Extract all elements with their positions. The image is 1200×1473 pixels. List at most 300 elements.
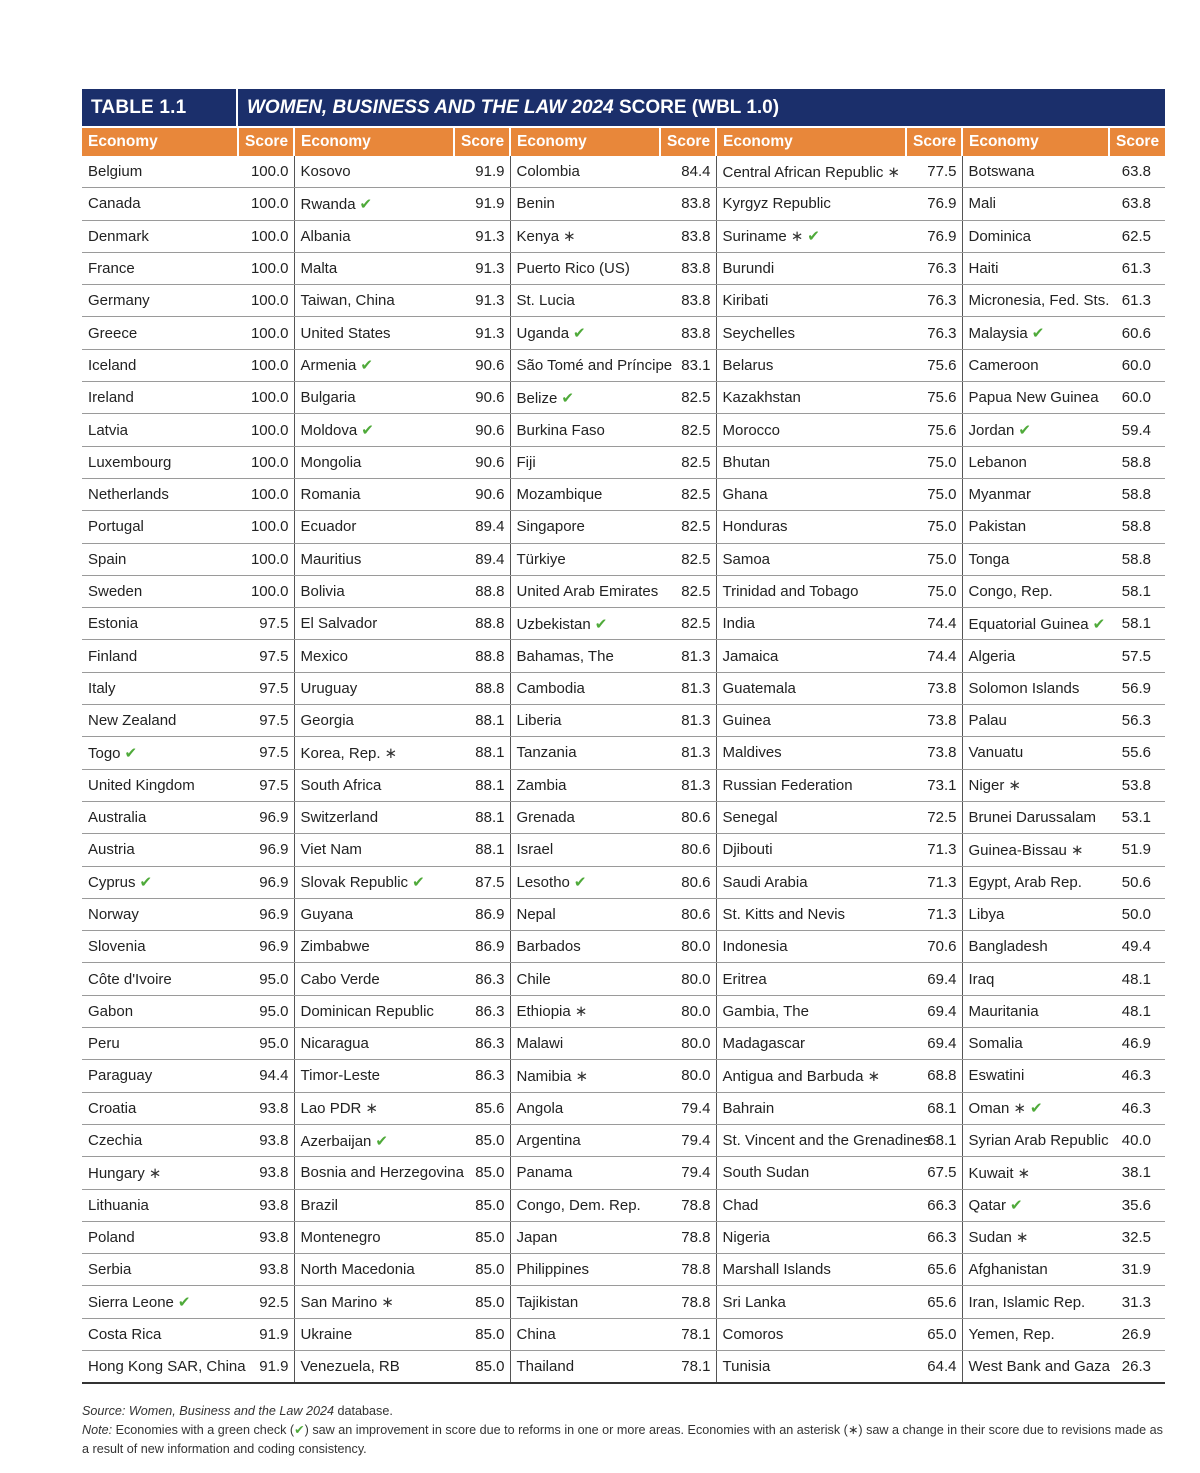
- score-cell: 91.9: [454, 156, 510, 188]
- notes: [82, 1402, 1172, 1459]
- economy-cell: [962, 1092, 1109, 1124]
- economy-name: Mongolia: [300, 453, 362, 471]
- economy-cell: [962, 252, 1109, 284]
- score-cell: 100.0: [238, 478, 294, 510]
- economy-name: Austria: [88, 841, 135, 859]
- economy-cell: [962, 834, 1109, 866]
- economy-cell: [962, 349, 1109, 381]
- economy-cell: [510, 575, 660, 607]
- economy-cell: [510, 1189, 660, 1221]
- economy-name: Morocco: [722, 421, 781, 439]
- economy-cell: [716, 1286, 906, 1318]
- score-cell: 86.3: [454, 1028, 510, 1060]
- score-cell: 78.1: [660, 1350, 716, 1383]
- table-body: [82, 156, 1165, 1383]
- economy-cell: [962, 1286, 1109, 1318]
- economy-cell: [294, 285, 454, 317]
- economy-name: Mozambique: [516, 486, 603, 504]
- economy-cell: [82, 543, 238, 575]
- economy-cell: [510, 608, 660, 640]
- economy-name: Greece: [88, 324, 138, 342]
- economy-cell: [716, 1254, 906, 1286]
- economy-cell: [962, 801, 1109, 833]
- economy-name: Brunei Darussalam: [968, 809, 1097, 827]
- economy-cell: [294, 382, 454, 414]
- score-cell: 32.5: [1109, 1221, 1165, 1253]
- economy-name: Benin: [516, 195, 555, 213]
- economy-name: Equatorial Guinea: [968, 615, 1089, 633]
- economy-name: New Zealand: [88, 712, 177, 730]
- score-cell: 85.6: [454, 1092, 510, 1124]
- asterisk-icon: ∗: [148, 1164, 162, 1182]
- economy-cell: [716, 769, 906, 801]
- table-row: [82, 801, 1165, 833]
- economy-cell: [510, 349, 673, 381]
- score-cell: 100.0: [238, 414, 294, 446]
- table-row: [82, 1157, 1165, 1189]
- economy-cell: [82, 285, 238, 317]
- economy-name: Dominican Republic: [300, 1002, 434, 1020]
- table-row: [82, 220, 1165, 252]
- economy-name: Grenada: [516, 809, 575, 827]
- note-text-b: ) saw an improvement in score due to reforms in one or more areas. Economies with an asterisk (: [304, 1423, 848, 1437]
- economy-cell: [962, 640, 1109, 672]
- economy-name: South Africa: [300, 776, 382, 794]
- score-cell: 100.0: [238, 382, 294, 414]
- economy-cell: [510, 1092, 660, 1124]
- economy-cell: [294, 1286, 454, 1318]
- table-row: [82, 1124, 1165, 1156]
- score-cell: 91.3: [454, 317, 510, 349]
- score-cell: 46.9: [1109, 1028, 1165, 1060]
- economy-cell: [716, 220, 906, 252]
- economy-name: Eritrea: [722, 970, 767, 988]
- economy-name: Spain: [88, 550, 127, 568]
- score-cell: 93.8: [238, 1189, 294, 1221]
- table-row: [82, 1092, 1165, 1124]
- score-cell: 97.5: [238, 608, 294, 640]
- economy-name: Belgium: [88, 163, 143, 181]
- economy-name: Belarus: [722, 356, 774, 374]
- score-cell: 38.1: [1109, 1157, 1165, 1189]
- economy-cell: [82, 995, 238, 1027]
- economy-name: Côte d'Ivoire: [88, 970, 172, 988]
- score-cell: 60.6: [1109, 317, 1165, 349]
- economy-cell: [510, 1350, 660, 1383]
- score-cell: 81.3: [660, 769, 716, 801]
- check-icon: ✔: [1018, 422, 1031, 440]
- economy-cell: [962, 931, 1109, 963]
- economy-cell: [82, 866, 238, 898]
- score-cell: 58.1: [1109, 608, 1165, 640]
- asterisk-icon: ∗: [1070, 841, 1084, 859]
- score-cell: 75.0: [906, 478, 962, 510]
- economy-name: Puerto Rico (US): [516, 260, 630, 278]
- header-score: Score: [906, 128, 962, 156]
- economy-cell: [82, 220, 238, 252]
- score-cell: 75.0: [906, 511, 962, 543]
- score-cell: 73.8: [906, 672, 962, 704]
- economy-name: Ukraine: [300, 1325, 353, 1343]
- economy-name: Timor-Leste: [300, 1067, 380, 1085]
- economy-name: Dominica: [968, 227, 1032, 245]
- economy-name: Seychelles: [722, 324, 796, 342]
- economy-cell: [962, 317, 1109, 349]
- economy-cell: [82, 640, 238, 672]
- score-cell: 96.9: [238, 898, 294, 930]
- score-cell: 69.4: [906, 963, 962, 995]
- economy-name: Senegal: [722, 809, 778, 827]
- score-cell: 78.8: [660, 1189, 716, 1221]
- economy-name: Montenegro: [300, 1228, 381, 1246]
- economy-cell: [82, 898, 238, 930]
- score-cell: 58.8: [1109, 446, 1165, 478]
- score-cell: 96.9: [238, 866, 294, 898]
- economy-name: Argentina: [516, 1132, 581, 1150]
- score-cell: 86.3: [454, 995, 510, 1027]
- score-cell: 49.4: [1109, 931, 1165, 963]
- check-icon: ✔: [573, 874, 587, 892]
- score-cell: 100.0: [238, 349, 294, 381]
- asterisk-icon: ∗: [1013, 1100, 1026, 1118]
- score-cell: 88.8: [454, 608, 510, 640]
- score-cell: 79.4: [660, 1157, 716, 1189]
- score-cell: 85.0: [454, 1124, 510, 1156]
- table-row: [82, 737, 1165, 769]
- economy-cell: [962, 478, 1109, 510]
- score-cell: 80.6: [660, 834, 716, 866]
- economy-cell: [82, 737, 238, 769]
- economy-name: Burundi: [722, 260, 775, 278]
- economy-name: Lithuania: [88, 1196, 149, 1214]
- economy-name: Finland: [88, 647, 138, 665]
- economy-name: Guinea-Bissau: [968, 841, 1067, 859]
- economy-name: Bosnia and Herzegovina: [300, 1164, 464, 1182]
- score-cell: 97.5: [238, 737, 294, 769]
- economy-name: Eswatini: [968, 1067, 1025, 1085]
- economy-cell: [82, 317, 238, 349]
- economy-cell: [962, 1060, 1109, 1092]
- economy-name: Israel: [516, 841, 554, 859]
- economy-name: Czechia: [88, 1132, 143, 1150]
- note-line: [82, 1421, 1172, 1459]
- table-row: [82, 575, 1165, 607]
- score-cell: 85.0: [454, 1318, 510, 1350]
- score-cell: 85.0: [454, 1254, 510, 1286]
- economy-name: Zambia: [516, 776, 567, 794]
- score-cell: 82.5: [660, 511, 716, 543]
- table-number: TABLE 1.1: [82, 89, 238, 126]
- economy-cell: [510, 1318, 660, 1350]
- economy-cell: [294, 640, 454, 672]
- table-row: [82, 349, 1165, 381]
- score-cell: 93.8: [238, 1157, 294, 1189]
- score-cell: 74.4: [906, 640, 962, 672]
- score-cell: 79.4: [660, 1124, 716, 1156]
- economy-cell: [510, 640, 660, 672]
- check-icon: ✔: [594, 615, 608, 633]
- economy-cell: [294, 1318, 454, 1350]
- economy-name: Iraq: [968, 970, 995, 988]
- economy-cell: [510, 963, 660, 995]
- economy-name: Armenia: [300, 357, 357, 375]
- score-cell: 81.3: [660, 737, 716, 769]
- score-cell: 88.8: [454, 640, 510, 672]
- score-cell: 96.9: [238, 931, 294, 963]
- economy-cell: [510, 382, 660, 414]
- asterisk-icon: ∗: [887, 163, 900, 181]
- economy-cell: [962, 866, 1109, 898]
- economy-cell: [962, 1028, 1109, 1060]
- score-cell: 58.8: [1109, 511, 1165, 543]
- economy-name: Guatemala: [722, 679, 796, 697]
- score-cell: 83.8: [660, 317, 716, 349]
- economy-cell: [716, 1157, 906, 1189]
- economy-name: Nigeria: [722, 1228, 771, 1246]
- source-line: [82, 1402, 1172, 1421]
- table-title-rest: SCORE (WBL 1.0): [613, 96, 780, 118]
- economy-name: Angola: [516, 1099, 564, 1117]
- economy-cell: [962, 414, 1109, 446]
- economy-cell: [82, 1318, 238, 1350]
- economy-name: Denmark: [88, 227, 149, 245]
- economy-name: Luxembourg: [88, 453, 172, 471]
- economy-name: North Macedonia: [300, 1261, 415, 1279]
- economy-cell: [962, 608, 1109, 640]
- economy-cell: [294, 543, 454, 575]
- table-row: [82, 543, 1165, 575]
- economy-cell: [716, 1350, 906, 1383]
- economy-name: Rwanda: [300, 195, 356, 213]
- table-row: [82, 672, 1165, 704]
- economy-name: Bangladesh: [968, 938, 1048, 956]
- economy-cell: [294, 349, 454, 381]
- score-table: [82, 128, 1165, 1384]
- economy-cell: [962, 1318, 1109, 1350]
- economy-name: Malta: [300, 260, 338, 278]
- economy-cell: [510, 866, 660, 898]
- economy-cell: [716, 1092, 906, 1124]
- score-cell: 91.3: [454, 220, 510, 252]
- economy-name: Liberia: [516, 712, 562, 730]
- score-cell: 91.3: [454, 285, 510, 317]
- asterisk-icon: ∗: [384, 744, 398, 762]
- economy-name: Belize: [516, 389, 558, 407]
- economy-cell: [82, 156, 238, 188]
- table-row: [82, 995, 1165, 1027]
- economy-cell: [294, 414, 454, 446]
- economy-name: Poland: [88, 1228, 135, 1246]
- note-text-a: Economies with a green check (: [112, 1423, 295, 1437]
- economy-name: Sierra Leone: [88, 1294, 174, 1312]
- economy-cell: [962, 737, 1109, 769]
- economy-name: Cameroon: [968, 356, 1039, 374]
- table-row: [82, 1028, 1165, 1060]
- economy-cell: [510, 414, 660, 446]
- note-text-c: ) saw a change in their score due to revisions made as a result of new information and coding consistency.: [82, 1423, 1163, 1456]
- economy-name: Haiti: [968, 260, 999, 278]
- table-row: [82, 156, 1165, 188]
- economy-cell: [716, 834, 906, 866]
- economy-cell: [716, 995, 906, 1027]
- score-cell: 85.0: [454, 1350, 510, 1383]
- economy-cell: [82, 511, 238, 543]
- score-cell: 89.4: [454, 543, 510, 575]
- economy-name: Albania: [300, 227, 351, 245]
- score-cell: 83.8: [660, 252, 716, 284]
- economy-cell: [962, 285, 1109, 317]
- score-cell: 96.9: [238, 834, 294, 866]
- score-cell: 96.9: [238, 801, 294, 833]
- economy-cell: [962, 995, 1109, 1027]
- economy-name: Mali: [968, 195, 997, 213]
- economy-cell: [510, 1221, 660, 1253]
- score-cell: 100.0: [238, 220, 294, 252]
- score-cell: 94.4: [238, 1060, 294, 1092]
- economy-name: Korea, Rep.: [300, 744, 381, 762]
- note-label: Note:: [82, 1423, 113, 1437]
- economy-cell: [716, 1221, 906, 1253]
- economy-name: Lesotho: [516, 874, 570, 892]
- economy-cell: [294, 478, 454, 510]
- economy-name: St. Kitts and Nevis: [722, 905, 846, 923]
- score-cell: 26.3: [1109, 1350, 1165, 1383]
- economy-name: Tunisia: [722, 1358, 771, 1376]
- check-icon: ✔: [359, 195, 373, 213]
- economy-cell: [294, 575, 454, 607]
- economy-name: Zimbabwe: [300, 938, 370, 956]
- score-cell: 76.9: [906, 188, 962, 220]
- economy-cell: [82, 1124, 238, 1156]
- economy-cell: [294, 834, 454, 866]
- score-cell: 56.3: [1109, 705, 1165, 737]
- score-cell: 95.0: [238, 995, 294, 1027]
- economy-name: Syrian Arab Republic: [968, 1132, 1109, 1150]
- economy-cell: [294, 737, 454, 769]
- score-cell: 83.8: [660, 285, 716, 317]
- economy-cell: [962, 898, 1109, 930]
- economy-cell: [510, 737, 660, 769]
- score-cell: 40.0: [1109, 1124, 1165, 1156]
- check-icon: ✔: [412, 874, 425, 892]
- table-row: [82, 317, 1165, 349]
- economy-name: Tajikistan: [516, 1293, 579, 1311]
- economy-cell: [716, 931, 906, 963]
- economy-cell: [962, 382, 1109, 414]
- economy-name: Congo, Rep.: [968, 583, 1053, 600]
- economy-cell: [716, 1124, 931, 1156]
- economy-name: Papua New Guinea: [968, 389, 1099, 407]
- economy-cell: [510, 995, 660, 1027]
- economy-name: Iceland: [88, 356, 137, 374]
- score-cell: 66.3: [906, 1189, 962, 1221]
- economy-cell: [962, 1350, 1109, 1383]
- score-cell: 90.6: [454, 446, 510, 478]
- check-icon: ✔: [177, 1294, 191, 1312]
- economy-name: Chad: [722, 1196, 759, 1214]
- economy-name: Bahrain: [722, 1099, 775, 1117]
- score-cell: 62.5: [1109, 220, 1165, 252]
- score-cell: 65.6: [906, 1286, 962, 1318]
- economy-cell: [294, 995, 454, 1027]
- score-cell: 90.6: [454, 382, 510, 414]
- economy-name: Mauritania: [968, 1002, 1039, 1020]
- economy-cell: [716, 543, 906, 575]
- table-row: [82, 1060, 1165, 1092]
- economy-name: Somalia: [968, 1035, 1023, 1053]
- economy-name: Indonesia: [722, 938, 788, 956]
- score-cell: 86.9: [454, 898, 510, 930]
- economy-cell: [294, 608, 454, 640]
- economy-name: Italy: [88, 679, 116, 697]
- economy-cell: [962, 511, 1109, 543]
- score-cell: 95.0: [238, 1028, 294, 1060]
- score-cell: 100.0: [238, 511, 294, 543]
- economy-name: Nepal: [516, 905, 556, 923]
- score-cell: 69.4: [906, 1028, 962, 1060]
- economy-cell: [82, 1092, 238, 1124]
- table-row: [82, 640, 1165, 672]
- economy-name: Myanmar: [968, 486, 1032, 504]
- economy-name: Slovak Republic: [300, 874, 409, 892]
- score-cell: 51.9: [1109, 834, 1165, 866]
- economy-name: Uganda: [516, 325, 570, 343]
- economy-name: Bulgaria: [300, 389, 356, 407]
- economy-cell: [294, 769, 454, 801]
- economy-name: Vanuatu: [968, 744, 1024, 762]
- score-cell: 58.8: [1109, 543, 1165, 575]
- header-economy: Economy: [962, 128, 1109, 156]
- economy-cell: [716, 1028, 906, 1060]
- score-cell: 55.6: [1109, 737, 1165, 769]
- economy-name: Chile: [516, 970, 551, 988]
- economy-cell: [510, 188, 660, 220]
- economy-cell: [294, 1060, 454, 1092]
- economy-cell: [510, 769, 660, 801]
- economy-cell: [294, 446, 454, 478]
- economy-name: Ecuador: [300, 518, 357, 536]
- score-cell: 82.5: [660, 382, 716, 414]
- economy-name: Djibouti: [722, 841, 773, 859]
- economy-name: Croatia: [88, 1099, 137, 1117]
- economy-cell: [716, 252, 906, 284]
- economy-cell: [510, 834, 660, 866]
- economy-name: Suriname: [722, 228, 787, 246]
- economy-name: Pakistan: [968, 518, 1027, 536]
- score-cell: 50.6: [1109, 866, 1165, 898]
- score-cell: 76.9: [906, 220, 962, 252]
- economy-cell: [294, 931, 454, 963]
- check-icon: ✔: [139, 874, 153, 892]
- economy-cell: [294, 317, 454, 349]
- score-cell: 63.8: [1109, 188, 1165, 220]
- economy-name: Oman: [968, 1100, 1010, 1118]
- score-cell: 80.0: [660, 931, 716, 963]
- economy-cell: [294, 252, 454, 284]
- economy-name: Malaysia: [968, 325, 1028, 343]
- score-cell: 75.0: [906, 575, 962, 607]
- table-row: [82, 414, 1165, 446]
- score-cell: 86.9: [454, 931, 510, 963]
- score-cell: 70.6: [906, 931, 962, 963]
- economy-cell: [294, 898, 454, 930]
- score-cell: 90.6: [454, 414, 510, 446]
- economy-name: Romania: [300, 486, 361, 504]
- score-cell: 85.0: [454, 1189, 510, 1221]
- score-cell: 61.3: [1109, 252, 1165, 284]
- economy-name: Lebanon: [968, 453, 1027, 471]
- economy-name: Jamaica: [722, 647, 779, 665]
